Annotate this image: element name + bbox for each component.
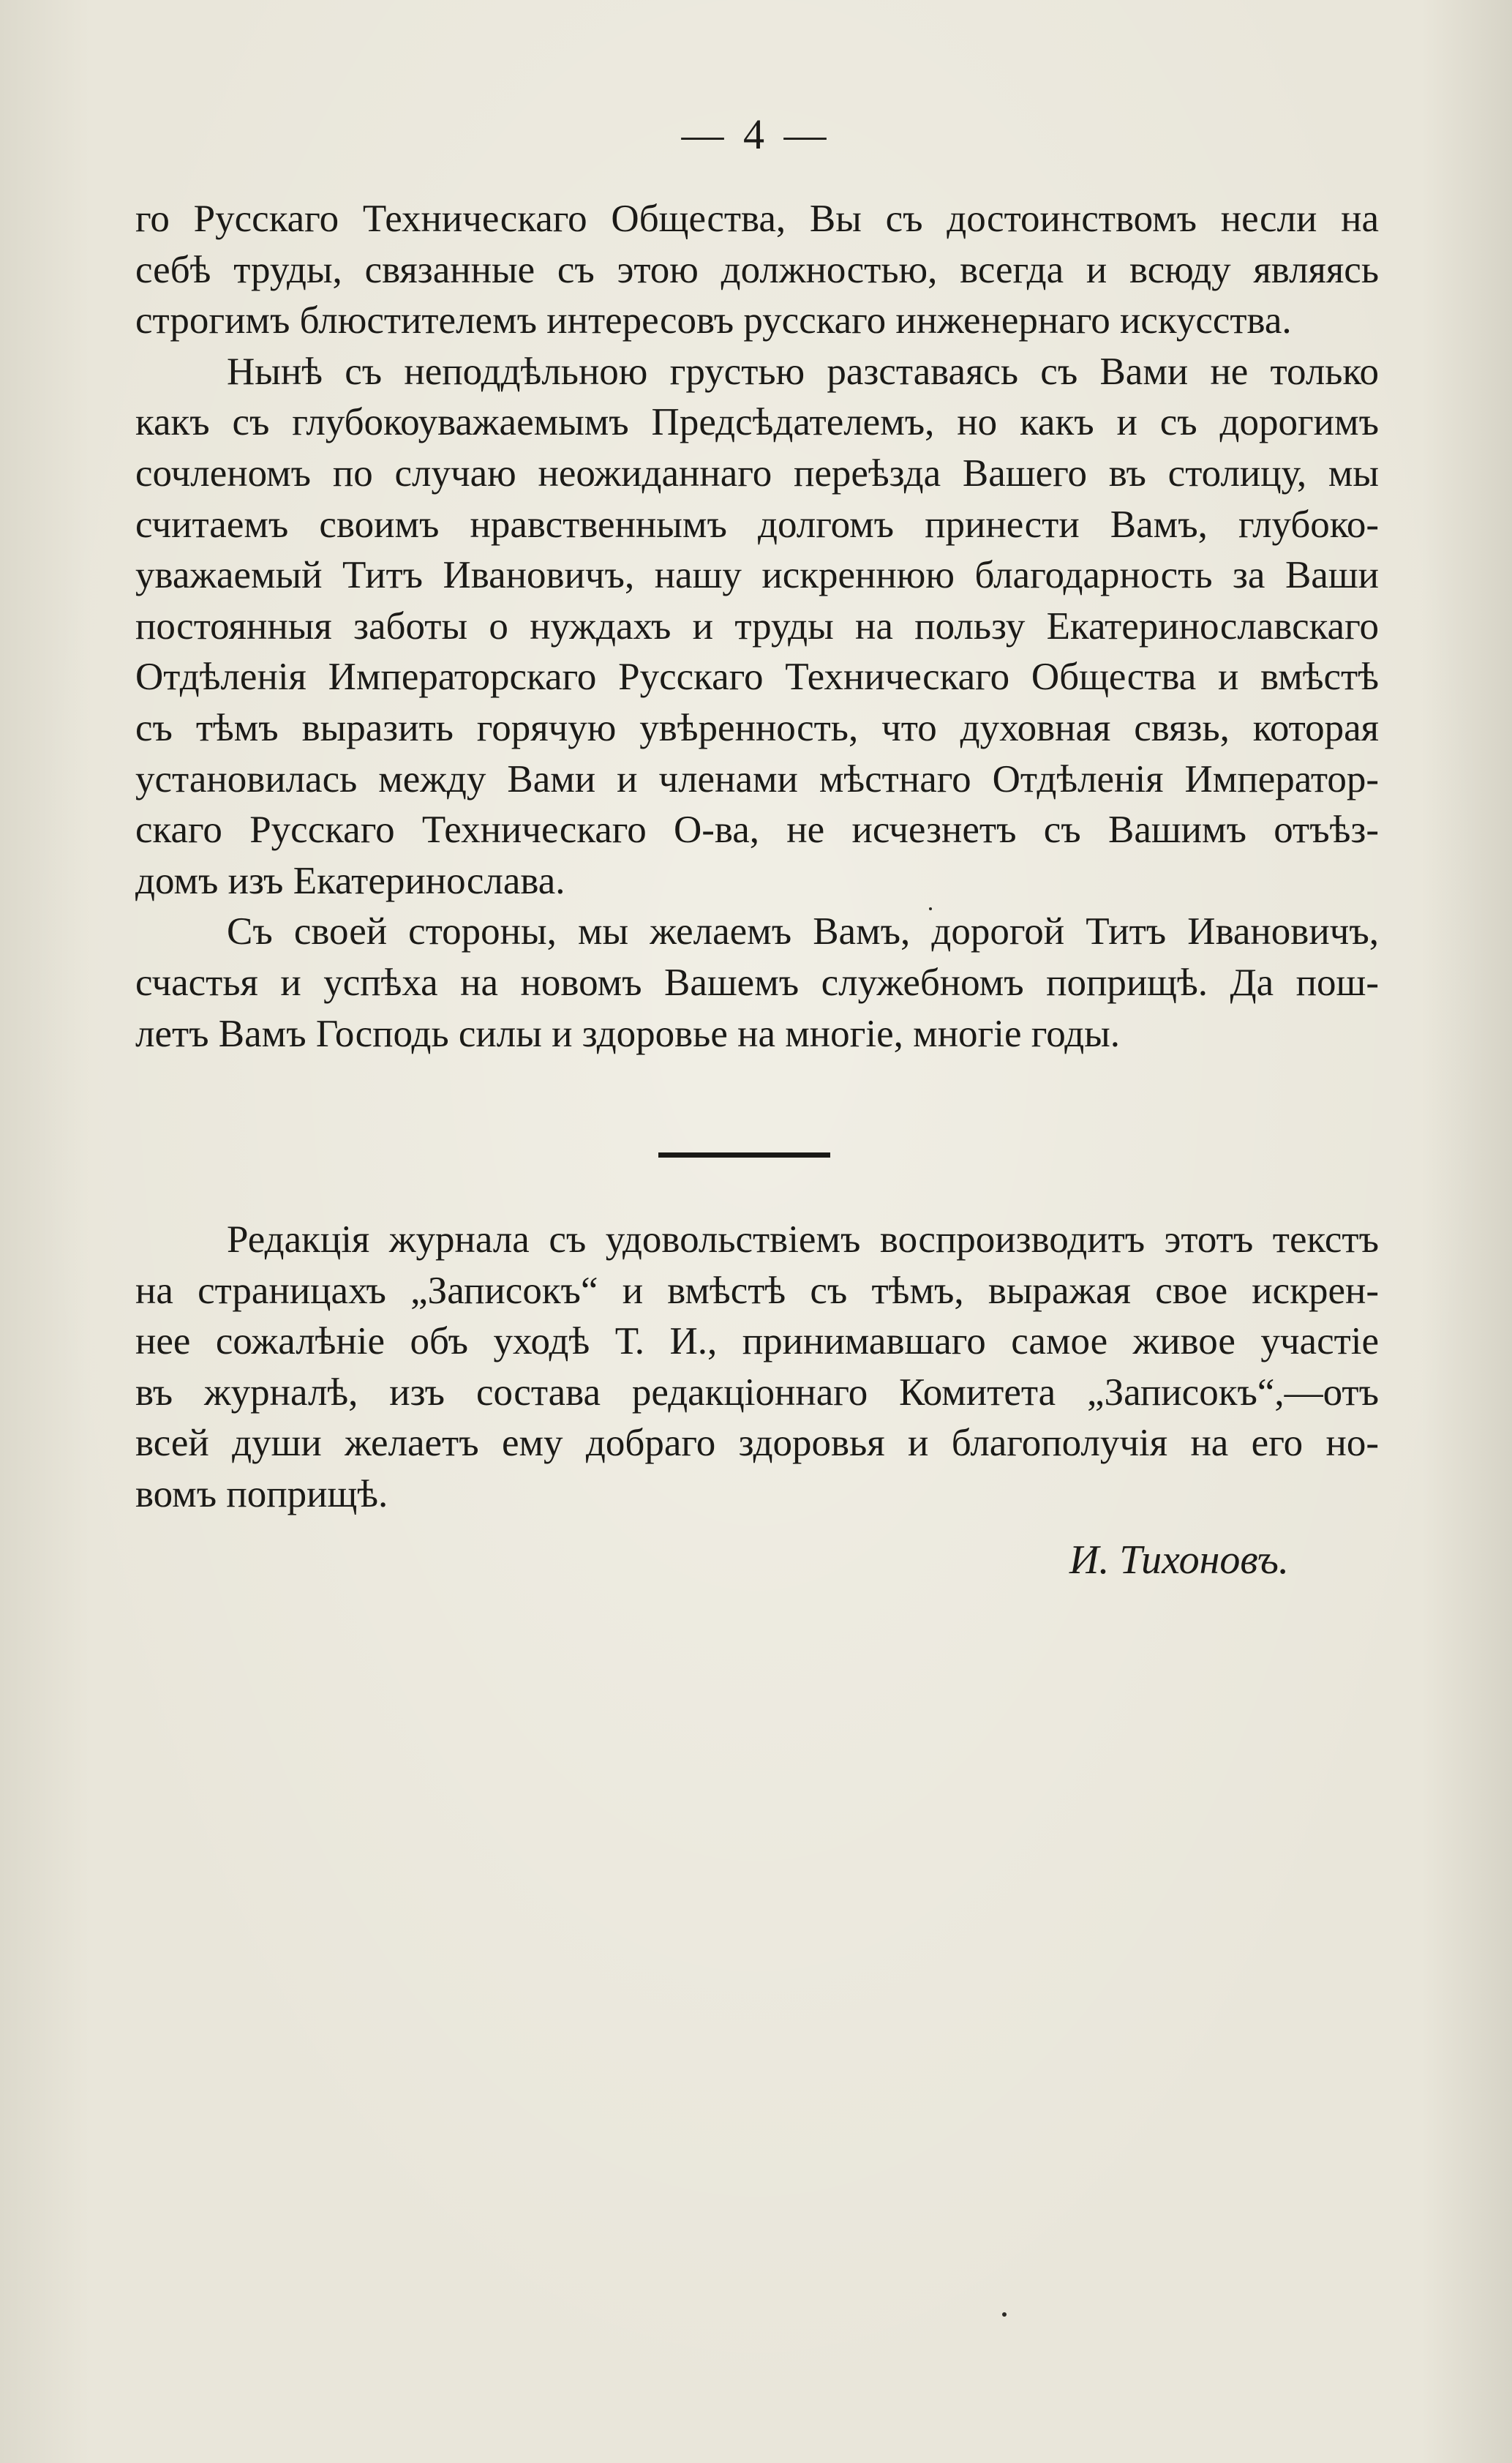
text-line: Нынѣ съ неподдѣльною грустью разставаясь съ Вами не только xyxy=(227,350,1379,393)
text-line: уважаемый Титъ Ивановичъ, нашу искреннюю благодарность за Ваши xyxy=(135,554,1379,597)
text-line: сочленомъ по случаю неожиданнаго переѣзда Вашего въ столицу, мы xyxy=(135,451,1379,495)
text-line: Съ своей стороны, мы желаемъ Вамъ, дорогой Титъ Ивановичъ, xyxy=(227,910,1379,953)
text-line: нее сожалѣніе объ уходѣ Т. И., принимавшаго самое живое участіе xyxy=(135,1320,1379,1363)
letter-text xyxy=(135,194,1379,1060)
text-line: Отдѣленія Императорскаго Русскаго Техническаго Общества и вмѣстѣ xyxy=(135,656,1379,699)
signature: И. Тихоновъ. xyxy=(1069,1537,1289,1583)
print-speck xyxy=(929,907,932,910)
text-line: летъ Вамъ Господь силы и здоровье на многіе, многіе годы. xyxy=(135,1012,1121,1055)
editorial-note xyxy=(135,1215,1379,1521)
text-line: установилась между Вами и членами мѣстнаго Отдѣленія Император- xyxy=(135,757,1379,801)
text-line: го Русскаго Техническаго Общества, Вы съ достоинствомъ несли на xyxy=(135,198,1379,240)
text-line: съ тѣмъ выразить горячую увѣренность, что духовная связь, которая xyxy=(135,706,1379,749)
print-speck xyxy=(1002,2312,1007,2317)
page-number: — 4 — xyxy=(681,110,831,158)
text-line: Редакція журнала съ удовольствіемъ воспроизводитъ этотъ текстъ xyxy=(227,1218,1379,1261)
text-line: въ журналѣ, изъ состава редакціоннаго Комитета „Записокъ“,—отъ xyxy=(135,1371,1379,1414)
text-line: какъ съ глубокоуважаемымъ Предсѣдателемъ, но какъ и съ дорогимъ xyxy=(135,401,1379,444)
text-line: домъ изъ Екатеринослава. xyxy=(135,859,565,902)
section-divider xyxy=(658,1152,830,1158)
text-line: строгимъ блюстителемъ интересовъ русскаго инженернаго искусства. xyxy=(135,299,1292,342)
text-line: всей души желаетъ ему добраго здоровья и благополучія на его но- xyxy=(135,1422,1379,1465)
text-line: на страницахъ „Записокъ“ и вмѣстѣ съ тѣмъ, выражая свое искрен- xyxy=(135,1269,1379,1312)
text-line: счастья и успѣха на новомъ Вашемъ служебномъ поприщѣ. Да пош- xyxy=(135,961,1379,1004)
text-line: вомъ поприщѣ. xyxy=(135,1472,388,1515)
text-line: считаемъ своимъ нравственнымъ долгомъ принести Вамъ, глубоко- xyxy=(135,503,1379,546)
text-line: себѣ труды, связанные съ этою должностью, всегда и всюду являясь xyxy=(135,248,1379,291)
text-line: постоянныя заботы о нуждахъ и труды на пользу Екатеринославскаго xyxy=(135,604,1379,648)
text-line: скаго Русскаго Техническаго О-ва, не исчезнетъ съ Вашимъ отъѣз- xyxy=(135,809,1379,852)
